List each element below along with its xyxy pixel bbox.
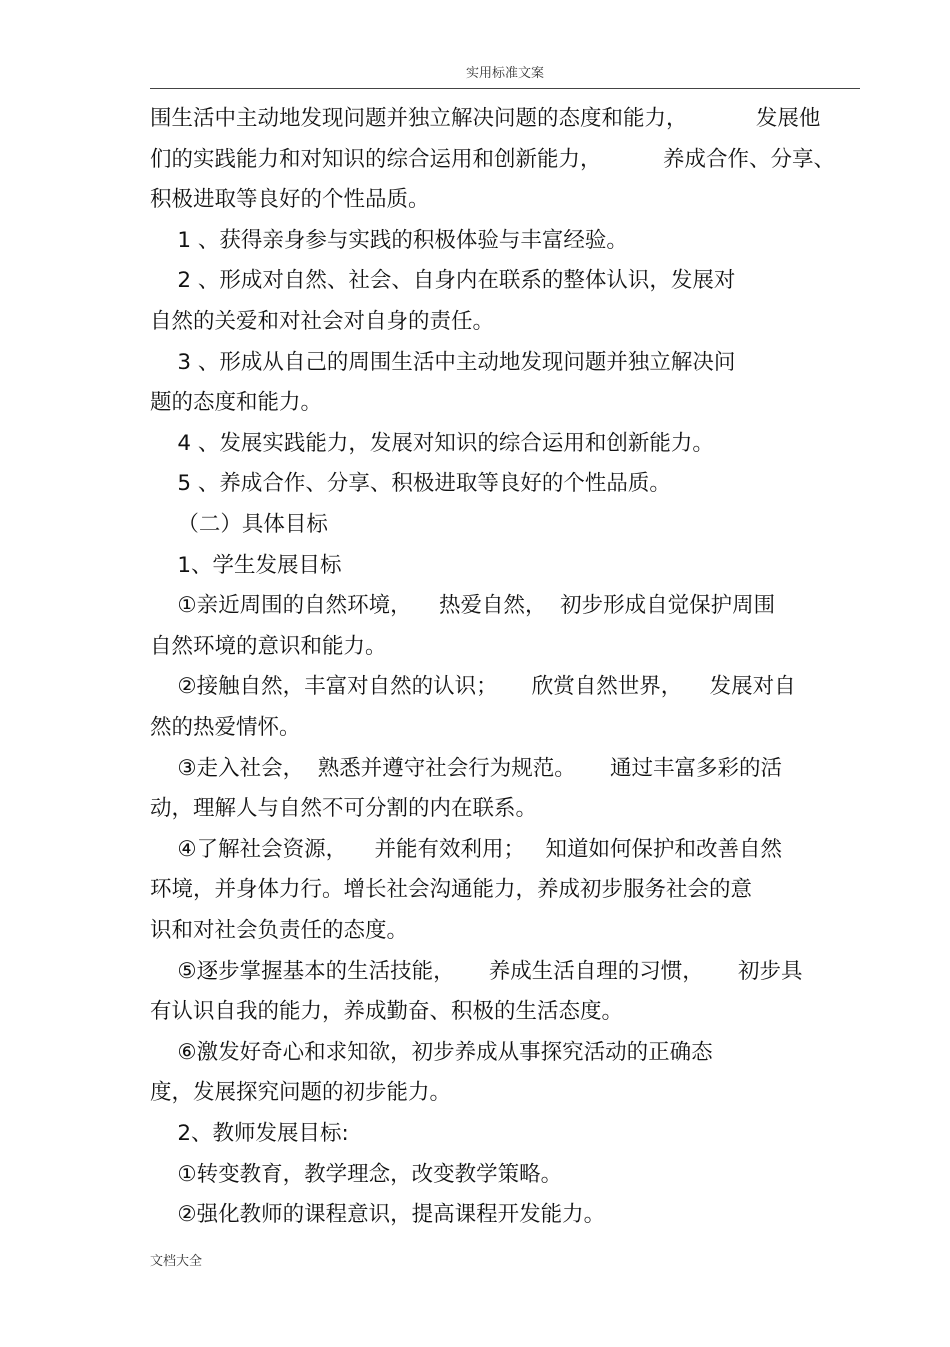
body-line: 3 、形成从自己的周围生活中主动地发现问题并独立解决问: [150, 349, 736, 375]
body-line: ⑥激发好奇心和求知欲，初步养成从事探究活动的正确态: [150, 1039, 713, 1065]
body-line: 积极进取等良好的个性品质。: [150, 187, 430, 213]
body-line: 1 、获得亲身参与实践的积极体验与丰富经验。: [150, 227, 628, 253]
page-header: 实用标准文案: [465, 66, 544, 81]
body-line: ①亲近周围的自然环境， 热爱自然， 初步形成自觉保护周围: [150, 593, 776, 619]
header-rule: [150, 88, 860, 89]
body-line: 环境，并身体力行。增长社会沟通能力，养成初步服务社会的意: [150, 877, 753, 903]
body-line: ①转变教育，教学理念，改变教学策略。: [150, 1161, 563, 1187]
body-line: 自然的关爱和对社会对自身的责任。: [150, 309, 495, 334]
body-line: 们的实践能力和对知识的综合运用和创新能力， 养成合作、分享、: [150, 146, 836, 172]
body-line: ②接触自然，丰富对自然的认识； 欣赏自然世界， 发展对自: [150, 674, 796, 700]
body-line: 自然环境的意识和能力。: [150, 633, 387, 659]
body-line: 围生活中主动地发现问题并独立解决问题的态度和能力， 发展他: [150, 106, 821, 131]
body-line: 4 、发展实践能力，发展对知识的综合运用和创新能力。: [150, 430, 714, 456]
body-line: 识和对社会负责任的态度。: [150, 918, 409, 943]
body-line: 动，理解人与自然不可分割的内在联系。: [150, 796, 538, 822]
body-line: ⑤逐步掌握基本的生活技能， 养成生活自理的习惯， 初步具: [150, 958, 803, 984]
body-line: 有认识自我的能力，养成勤奋、积极的生活态度。: [150, 999, 624, 1025]
page-footer: 文档大全: [150, 1254, 203, 1269]
body-line: 然的热爱情怀。: [150, 715, 301, 740]
body-line: 题的态度和能力。: [150, 390, 323, 416]
body-line: 度，发展探究问题的初步能力。: [150, 1080, 452, 1106]
body-line: 5 、养成合作、分享、积极进取等良好的个性品质。: [150, 471, 671, 497]
body-line: （二）具体目标: [150, 512, 328, 537]
body-line: ④了解社会资源， 并能有效利用； 知道如何保护和改善自然: [150, 836, 782, 862]
body-line: ②强化教师的课程意识，提高课程开发能力。: [150, 1202, 606, 1228]
body-line: 2、教师发展目标:: [150, 1121, 349, 1146]
body-line: 1、学生发展目标: [150, 552, 342, 578]
body-line: 2 、形成对自然、社会、自身内在联系的整体认识，发展对: [150, 268, 736, 294]
body-line: ③走入社会， 熟悉并遵守社会行为规范。 通过丰富多彩的活: [150, 755, 782, 781]
